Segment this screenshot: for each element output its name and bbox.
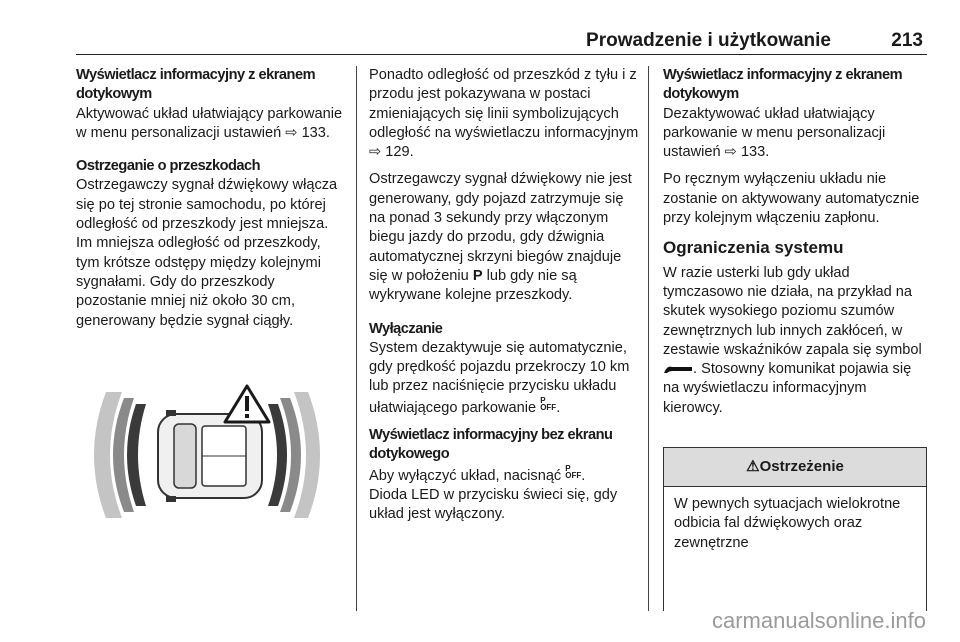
paragraph-activate: Aktywować układ ułatwiający parkowanie w menu personalizacji ustawień ⇨ 133. [76,105,343,141]
column-2 [369,66,641,533]
warning-box-header: ⚠Ostrzeżenie [664,448,926,487]
paragraph-led: Dioda LED w przycisku świeci się, gdy układ jest wyłączony. [369,486,618,523]
car-top-view-icon [158,410,262,502]
paragraph-manual-off: Po ręcznym wyłączeniu układu nie zostanie on aktywowany automatycznie przy kolejnym włączeniu zapłonu. [663,171,920,227]
parking-sensor-illustration [76,384,348,526]
column-3 [663,66,927,426]
subheading-deactivation: Wyłączanie [369,320,443,337]
parking-assist-off-icon: P OFF [540,395,557,412]
subheading-obstacle-warning: Ostrzeganie o przeszkodach [76,158,261,175]
column-divider [648,66,649,611]
subheading-touchscreen: Wyświetlacz informacyjny z ekranem dotykowym [663,67,903,103]
paragraph-no-signal: Ostrzegawczy sygnał dźwiękowy nie jest generowany, gdy pojazd zatrzymuje się na ponad 3 sekundy przy włączonym biegu jazdy do przodu, gdy dźwignia automatycznej skrzyni biegów znajduje się w położeniu P lub gdy nie są wykrywane kolejne przeszkody. [369,171,632,304]
paragraph-distance-display: Ponadto odległość od przeszkód z tyłu i z przodu jest pokazywana w postaci zmieniających się linii symbolizujących odległość na wyświetlaczu informacyjnym ⇨ 129. [369,67,639,161]
arrow-icon: ⇨ [285,124,298,141]
watermark: carmanualsonline.info [711,608,926,633]
chapter-title: Prowadzenie i użytkowanie [586,30,831,51]
front-arcs [94,392,146,518]
paragraph-obstacle: Ostrzegawczy sygnał dźwiękowy włącza się po tej stronie samochodu, po której odległość od przeszkody jest mniejsza. Im mniejsza odległość od przeszkody, tym krótsze odstępy między kolejnymi sygnałami. Gdy do przeszkody pozostanie mniej niż około 30 cm, generowany będzie sygnał ciągły. [76,177,338,329]
arrow-icon: ⇨ [369,144,382,161]
warning-box [663,447,927,611]
paragraph-press-button: Aby wyłączyć układ, nacisnąć P OFF. [369,463,586,484]
rear-arcs [268,392,320,518]
column-1 [76,66,348,339]
paragraph-deactivate: Dezaktywować układ ułatwiający parkowanie w menu personalizacji ustawień ⇨ 133. [663,105,886,161]
column-divider [356,66,357,611]
arrow-icon: ⇨ [724,144,737,161]
parking-assist-off-icon: P OFF [565,463,582,480]
subheading-touchscreen: Wyświetlacz informacyjny z ekranem dotykowym [76,67,316,103]
warning-triangle-icon: ⚠ [746,458,760,475]
warning-triangle-icon [225,386,269,422]
warning-box-body: W pewnych sytuacjach wielokrotne odbicia fal dźwiękowych oraz zewnętrzne [674,496,901,551]
heading-system-limits: Ograniczenia systemu [663,238,844,258]
page-header [76,28,927,55]
paragraph-fault: W razie usterki lub gdy układ tymczasowo nie działa, na przykład na skutek wysokiego poziomu szumów zewnętrznych lub innych zakłóceń, w zestawie wskaźników zapala się symbol . Stosowny komunikat pojawia się na wyświetlaczu informacyjnym kierowcy. [663,264,922,416]
subheading-non-touchscreen: Wyświetlacz informacyjny bez ekranu dotykowego [369,427,613,463]
parking-fault-symbol-icon [663,363,693,375]
paragraph-auto-deactivate: System dezaktywuje się automatycznie, gdy prędkość pojazdu przekroczy 10 km lub przez naciśnięcie przycisku układu ułatwiającego parkowanie P OFF. [369,339,630,416]
page-number: 213 [891,30,923,51]
